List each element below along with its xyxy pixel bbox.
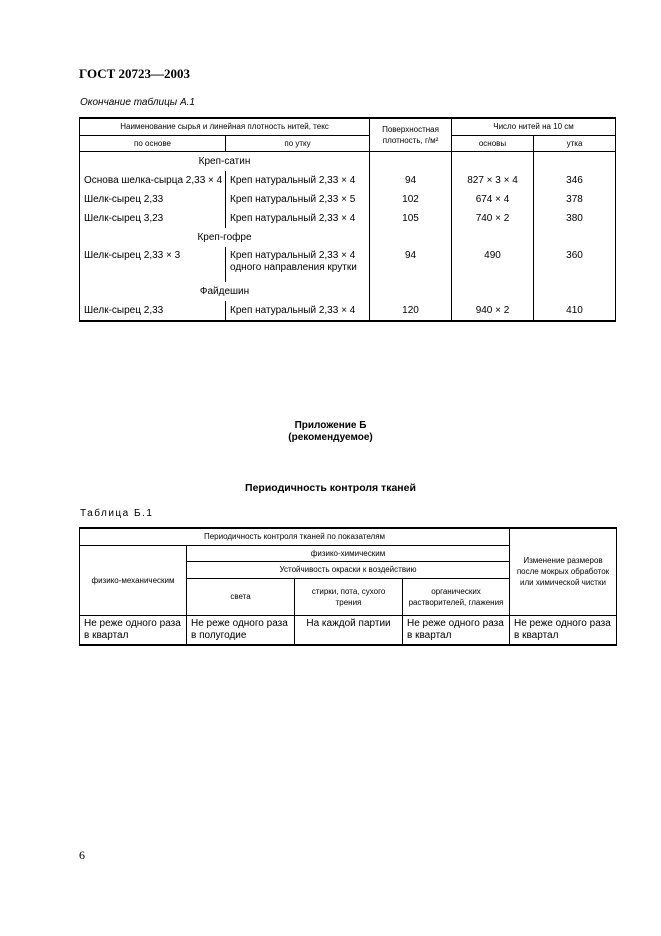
- value-washing: На каждой партии: [295, 615, 403, 645]
- warp-count: 940 × 2: [452, 301, 534, 321]
- header-by-warp: по основе: [80, 135, 226, 151]
- table-row: [80, 171, 616, 190]
- weft-material: Креп натуральный 2,33 × 5: [226, 190, 370, 209]
- header-physico-chemical: физико-химическим: [187, 545, 510, 561]
- warp-material: Основа шелка-сырца 2,33 × 4: [80, 171, 226, 190]
- table-b1: [79, 527, 617, 646]
- weft-material: Креп натуральный 2,33 × 4 одного направления крутки: [226, 247, 370, 282]
- weft-count: 346: [534, 171, 616, 190]
- table-b1-caption: Таблица Б.1: [80, 508, 154, 519]
- header-size-change: Изменение размеров после мокрых обработок или химической чистки: [510, 528, 617, 615]
- header-physico-mechanical: физико-механическим: [80, 545, 187, 615]
- density: 120: [370, 301, 452, 321]
- appendix-heading: [0, 420, 661, 444]
- header-main: Периодичность контроля тканей по показателям: [80, 528, 510, 545]
- section-title: Креп-сатин: [80, 151, 370, 171]
- density: 94: [370, 247, 452, 282]
- weft-material: Креп натуральный 2,33 × 4: [226, 171, 370, 190]
- appendix-title: Периодичность контроля тканей: [245, 482, 416, 494]
- header-weft: утка: [534, 135, 616, 151]
- warp-material: Шелк-сырец 2,33 × 3: [80, 247, 226, 282]
- header-solvents: органических растворителей, глажения: [403, 578, 510, 615]
- header-light: света: [187, 578, 295, 615]
- header-color-fastness: Устойчивость окраски к воздействию: [187, 561, 510, 578]
- warp-material: Шелк-сырец 3,23: [80, 209, 226, 228]
- table-a1-caption: Окончание таблицы А.1: [80, 97, 195, 108]
- weft-count: 410: [534, 301, 616, 321]
- warp-count: 490: [452, 247, 534, 282]
- section-title: Креп-гофре: [80, 228, 370, 247]
- weft-count: 380: [534, 209, 616, 228]
- appendix-status: (рекомендуемое): [288, 432, 373, 443]
- density: 105: [370, 209, 452, 228]
- header-washing: стирки, пота, сухого трения: [295, 578, 403, 615]
- value-physico-mechanical: Не реже одного раза в квартал: [80, 615, 187, 645]
- value-light: Не реже одного раза в полугодие: [187, 615, 295, 645]
- document-header: ГОСТ 20723—2003: [79, 66, 191, 81]
- weft-material: Креп натуральный 2,33 × 4: [226, 301, 370, 321]
- warp-count: 827 × 3 × 4: [452, 171, 534, 190]
- table-a1: [79, 117, 616, 322]
- page-number: 6: [79, 848, 85, 862]
- warp-material: Шелк-сырец 2,33: [80, 301, 226, 321]
- density: 94: [370, 171, 452, 190]
- value-solvents: Не реже одного раза в квартал: [403, 615, 510, 645]
- value-size-change: Не реже одного раза в квартал: [510, 615, 617, 645]
- table-row: [80, 615, 617, 645]
- header-by-weft: по утку: [226, 135, 370, 151]
- header-thread-count: Число нитей на 10 см: [452, 118, 616, 135]
- table-row: [80, 190, 616, 209]
- table-row: [80, 301, 616, 321]
- weft-count: 378: [534, 190, 616, 209]
- warp-count: 740 × 2: [452, 209, 534, 228]
- table-row: [80, 209, 616, 228]
- header-surface-density: Поверхностная плотность, г/м²: [370, 118, 452, 151]
- appendix-label: Приложение Б: [294, 420, 367, 431]
- table-row: [80, 247, 616, 282]
- weft-material: Креп натуральный 2,33 × 4: [226, 209, 370, 228]
- header-name-group: Наименование сырья и линейная плотность нитей, текс: [80, 118, 370, 135]
- weft-count: 360: [534, 247, 616, 282]
- warp-count: 674 × 4: [452, 190, 534, 209]
- warp-material: Шелк-сырец 2,33: [80, 190, 226, 209]
- header-warp: основы: [452, 135, 534, 151]
- density: 102: [370, 190, 452, 209]
- section-title: Файдешин: [80, 282, 370, 301]
